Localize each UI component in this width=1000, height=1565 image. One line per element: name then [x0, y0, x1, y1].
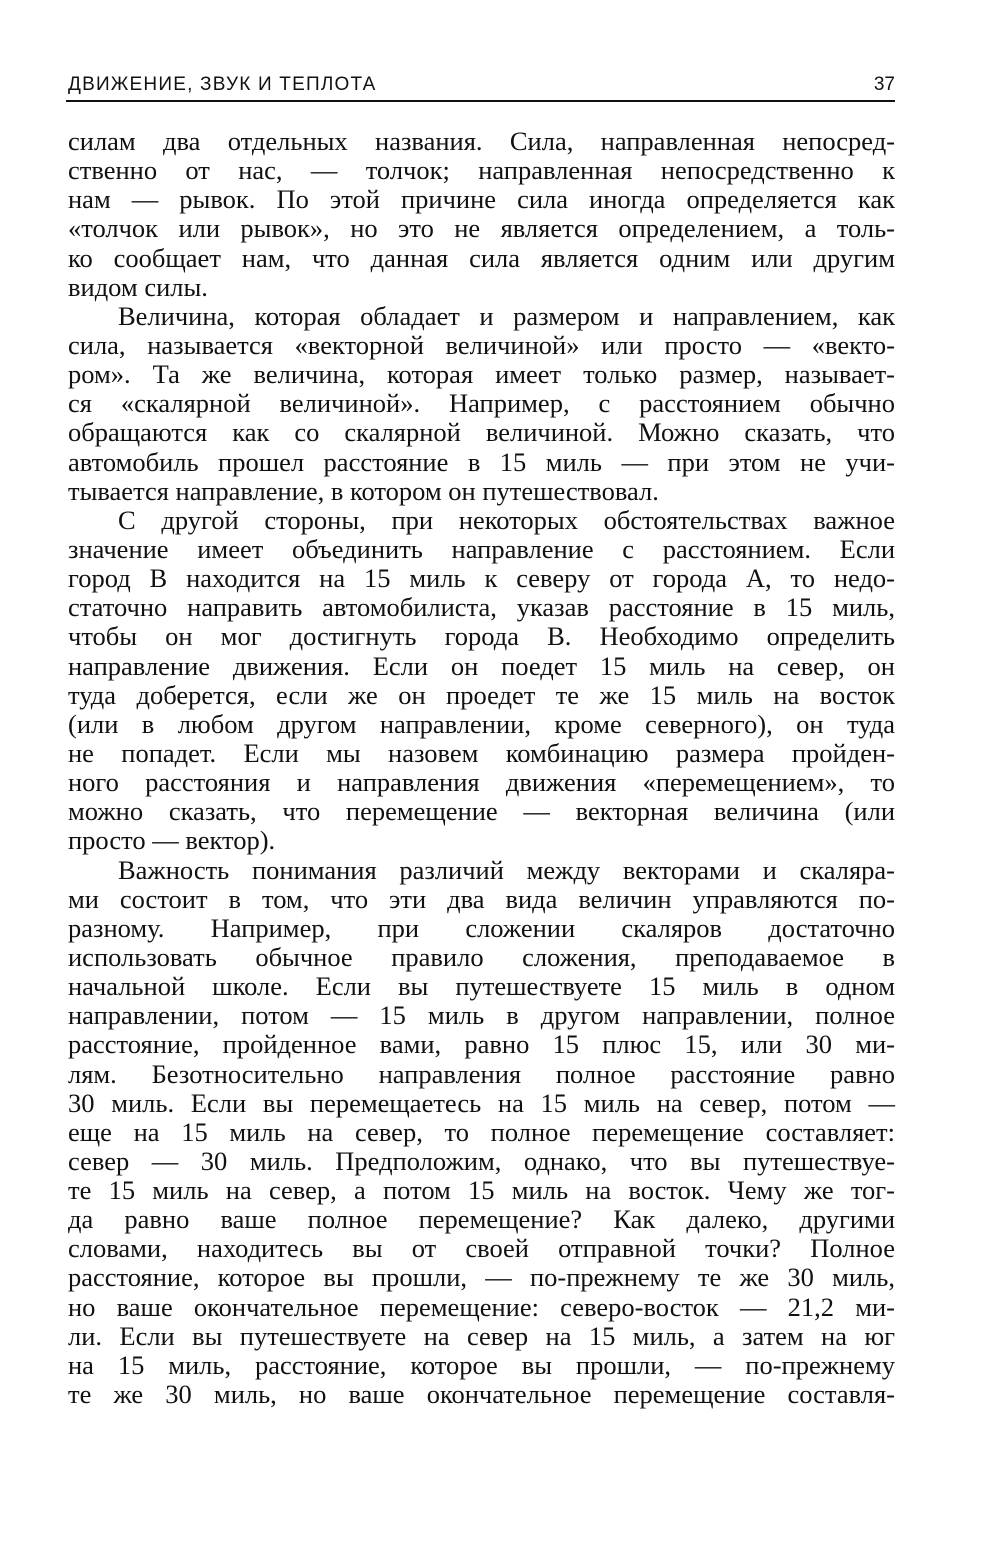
text-line: сила, называется «векторной величиной» или просто — «векто- — [68, 329, 895, 360]
text-line: тывается направление, в котором он путешествовал. — [68, 475, 659, 506]
text-line: город В находится на 15 миль к северу от города А, то недо- — [68, 563, 895, 594]
text-line: направлении, потом — 15 миль в другом направлении, полное — [68, 1000, 895, 1031]
text-line: те 15 миль на север, а потом 15 миль на восток. Чему же тог- — [68, 1175, 895, 1206]
text-line: но ваше окончательное перемещение: северо-восток — 21,2 ми- — [68, 1291, 895, 1322]
text-line: ром». Та же величина, которая имеет только размер, называет- — [68, 359, 895, 390]
text-line: силам два отдельных названия. Сила, направленная непосред- — [68, 126, 895, 156]
paragraph — [68, 127, 895, 302]
page-number: 37 — [873, 74, 895, 95]
text-line: чтобы он мог достигнуть города В. Необходимо определить — [68, 621, 895, 652]
text-line: можно сказать, что перемещение — векторная величина (или — [68, 796, 895, 827]
text-line: 30 миль. Если вы перемещаетесь на 15 миль на север, потом — — [68, 1087, 895, 1118]
text-line: нам — рывок. По этой причине сила иногда определяется как — [68, 184, 895, 215]
text-line: ственно от нас, — толчок; направленная непосредственно к — [68, 155, 895, 186]
text-line: Важность понимания различий между векторами и скаляра- — [118, 854, 895, 885]
text-line: просто — вектор). — [68, 825, 276, 856]
text-line: (или в любом другом направлении, кроме северного), он туда — [68, 708, 895, 739]
text-line: статочно направить автомобилиста, указав расстояние в 15 миль, — [68, 592, 895, 623]
text-line: еще на 15 миль на север, то полное перемещение составляет: — [68, 1116, 895, 1147]
text-line: использовать обычное правило сложения, преподаваемое в — [68, 941, 895, 972]
text-line: С другой стороны, при некоторых обстоятельствах важное — [118, 504, 895, 535]
text-line: начальной школе. Если вы путешествуете 15 миль в одном — [68, 971, 895, 1002]
text-line: ся «скалярной величиной». Например, с расстоянием обычно — [68, 388, 895, 419]
text-line: лям. Безотносительно направления полное расстояние равно — [68, 1058, 895, 1089]
running-header — [66, 72, 895, 102]
header-title: ДВИЖЕНИЕ, ЗВУК И ТЕПЛОТА — [68, 74, 377, 95]
text-line: автомобиль прошел расстояние в 15 миль — при этом не учи- — [68, 446, 895, 477]
text-line: «толчок или рывок», но это не является определением, а толь- — [68, 213, 895, 244]
text-line: Величина, которая обладает и размером и направлением, как — [118, 300, 895, 331]
text-line: направление движения. Если он поедет 15 миль на север, он — [68, 650, 895, 681]
text-line: ного расстояния и направления движения «перемещением», то — [68, 767, 895, 798]
paragraph — [68, 856, 895, 1410]
text-line: не попадет. Если мы назовем комбинацию размера пройден- — [68, 737, 895, 768]
text-line: ми состоит в том, что эти два вида величин управляются по- — [68, 883, 895, 914]
text-line: значение имеет объединить направление с расстоянием. Если — [68, 533, 895, 564]
text-line: расстояние, пройденное вами, равно 15 плюс 15, или 30 ми- — [68, 1029, 895, 1060]
paragraph — [68, 302, 895, 506]
text-line: на 15 миль, расстояние, которое вы прошли, — по-прежнему — [68, 1349, 895, 1380]
text-line: те же 30 миль, но ваше окончательное перемещение составля- — [68, 1379, 895, 1410]
text-line: разному. Например, при сложении скаляров достаточно — [68, 912, 895, 943]
text-line: север — 30 миль. Предположим, однако, что вы путешествуе- — [68, 1145, 895, 1176]
paragraph — [68, 506, 895, 856]
text-line: расстояние, которое вы прошли, — по-прежнему те же 30 миль, — [68, 1262, 895, 1293]
body-text — [68, 127, 895, 1409]
text-line: словами, находитесь вы от своей отправной точки? Полное — [68, 1233, 895, 1264]
text-line: обращаются как со скалярной величиной. Можно сказать, что — [68, 417, 895, 448]
text-line: да равно ваше полное перемещение? Как далеко, другими — [68, 1204, 895, 1235]
text-line: ко сообщает нам, что данная сила является одним или другим — [68, 242, 895, 273]
text-line: туда доберется, если же он проедет те же 15 миль на восток — [68, 679, 895, 710]
text-line: видом силы. — [68, 271, 208, 302]
text-line: ли. Если вы путешествуете на север на 15 миль, а затем на юг — [68, 1320, 895, 1351]
